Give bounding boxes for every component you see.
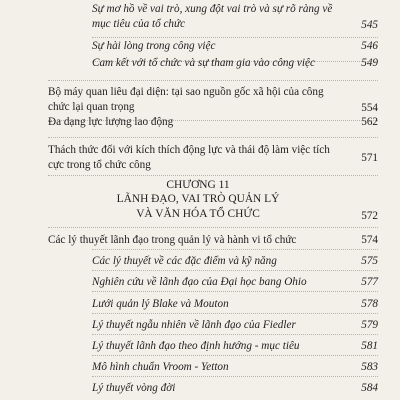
toc-entry-page: 578 [361, 298, 378, 310]
chapter-title-line1: LÃNH ĐẠO, VAI TRÒ QUẢN LÝ [116, 193, 280, 205]
dotted-rule [92, 291, 378, 292]
dotted-rule [48, 227, 378, 228]
toc-entry-page: 584 [361, 382, 378, 394]
toc-section-page: 562 [361, 116, 378, 128]
dotted-rule [92, 270, 378, 271]
toc-entry-page: 575 [361, 255, 378, 267]
toc-entry-page: 545 [361, 19, 378, 31]
toc-entry-text: Lý thuyết lãnh đạo theo định hướng - mục tiêu [92, 340, 300, 352]
toc-entry-text: Cam kết với tổ chức và sự tham gia vào công việc [92, 57, 315, 69]
toc-entry-text: Sự hài lòng trong công việc [92, 40, 216, 52]
toc-section-text: Bộ máy quan liêu đại diện: tại sao nguồn gốc xã hội của công chức lại quan trọng [48, 86, 324, 113]
chapter-number: CHƯƠNG 11 [166, 179, 230, 191]
dotted-rule [92, 376, 378, 377]
toc-entry-text: Lưới quản lý Blake và Mouton [92, 298, 229, 310]
toc-entry-page: 546 [361, 40, 378, 52]
toc-entry-page: 583 [361, 361, 378, 373]
toc-entry-text: Nghiên cứu về lãnh đạo của Đại học bang Ohio [92, 276, 307, 288]
chapter-title-line2: VÀ VĂN HÓA TỔ CHỨC [136, 208, 260, 220]
toc-section-page: 574 [361, 234, 378, 246]
dotted-rule [92, 313, 378, 314]
dotted-rule [92, 355, 378, 356]
toc-section-page: 554 [361, 102, 378, 114]
toc-section-text: Đa dạng lực lượng lao động [48, 116, 174, 128]
toc-entry-page: 549 [361, 57, 378, 69]
toc-entry-text: Các lý thuyết về các đặc điểm và kỹ năng [92, 255, 277, 267]
toc-entry-text: Sự mơ hồ về vai trò, xung đột vai trò và sự rõ ràng về mục tiêu của tổ chức [92, 3, 333, 30]
toc-section-page: 571 [361, 152, 378, 164]
toc-entry-page: 577 [361, 276, 378, 288]
dotted-rule [92, 37, 378, 38]
dotted-rule [48, 80, 378, 81]
toc-entry-page: 579 [361, 319, 378, 331]
dotted-rule [92, 334, 378, 335]
dotted-rule [92, 249, 378, 250]
toc-entry-text: Lý thuyết ngẫu nhiên về lãnh đạo của Fiedler [92, 319, 296, 331]
toc-entry-page: 581 [361, 340, 378, 352]
toc-section-text: Các lý thuyết lãnh đạo trong quản lý và hành vi tổ chức [48, 234, 297, 246]
toc-entry-text: Mô hình chuẩn Vroom - Yetton [92, 361, 229, 373]
toc-section-text: Thách thức đối với kích thích động lực và thái độ làm việc tích cực trong tổ chức công [48, 144, 330, 171]
dotted-rule [48, 175, 378, 176]
dotted-rule [48, 137, 378, 138]
chapter-page: 572 [361, 210, 378, 222]
toc-entry-text: Lý thuyết vòng đời [92, 382, 176, 394]
